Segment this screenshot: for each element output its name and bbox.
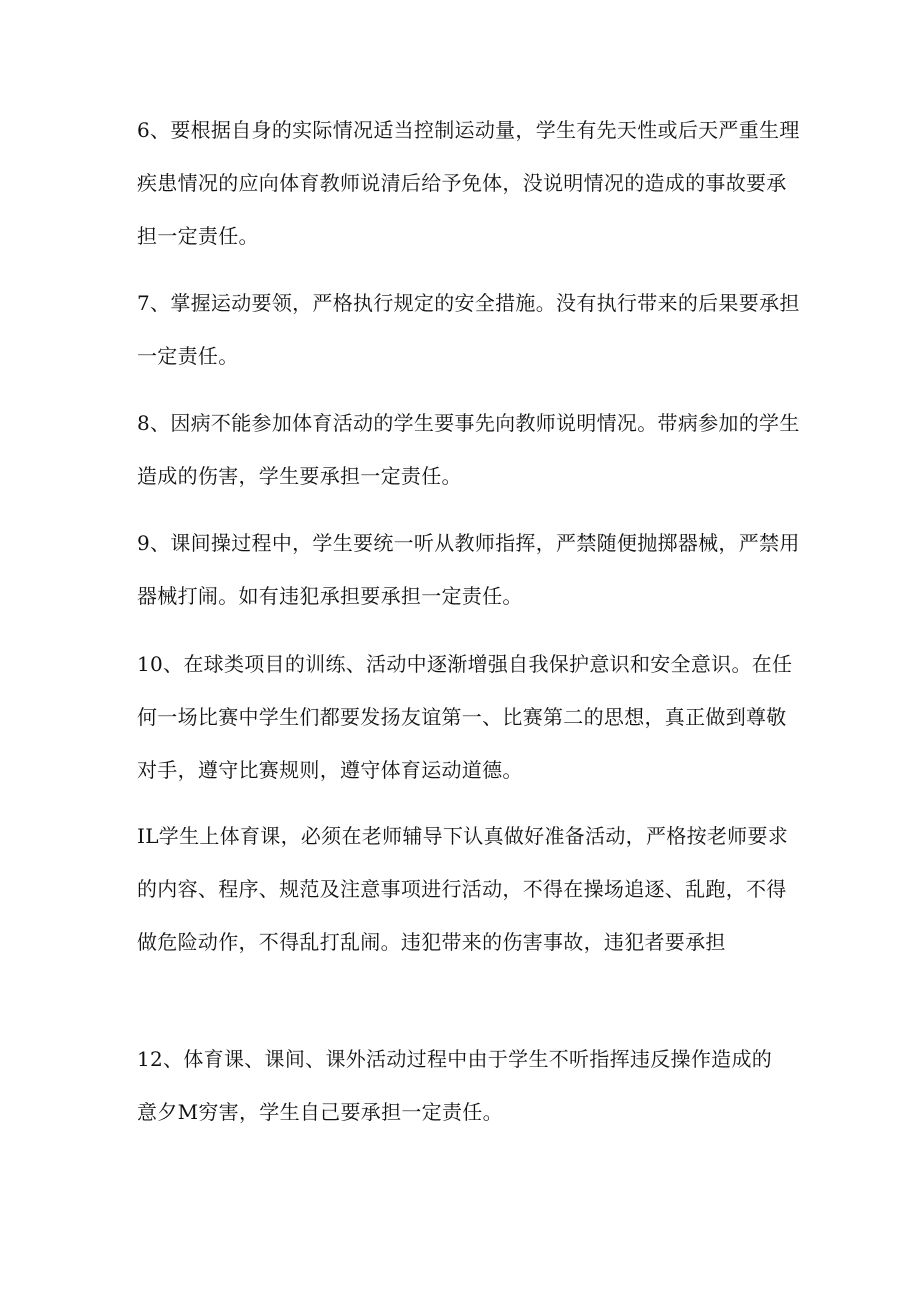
- paragraph-line: 10、在球类项目的训练、活动中逐渐增强自我保护意识和安全意识。在任: [137, 652, 793, 676]
- paragraph-rule-11: [137, 810, 797, 969]
- paragraph-line: 意夕M穷害，学生自己要承担一定责任。: [137, 1100, 503, 1124]
- paragraph-rule-12: [137, 1033, 797, 1139]
- paragraph-line: 的内容、程序、规范及注意事项进行活动，不得在操场追逐、乱跑，不得: [137, 877, 787, 901]
- paragraph-line: 9、课间操过程中，学生要统一听从教师指挥，严禁随便抛掷器械，严禁用: [137, 531, 800, 555]
- paragraph-line: 做危险动作，不得乱打乱闹。违犯带来的伤害事故，违犯者要承担: [137, 930, 726, 954]
- paragraph-line: 器械打闹。如有违犯承担要承担一定责任。: [137, 584, 523, 608]
- paragraph-line: 6、要根据自身的实际情况适当控制运动量，学生有先天性或后天严重生理: [137, 118, 800, 142]
- paragraph-line: 12、体育课、课间、课外活动过程中由于学生不听指挥违反操作造成的: [137, 1047, 773, 1071]
- paragraph-rule-6: [137, 104, 800, 263]
- paragraph-line: 疾患情况的应向体育教师说清后给予免体，没说明情况的造成的事故要承: [137, 171, 787, 195]
- paragraph-line: IL学生上体育课，必须在老师辅导下认真做好准备活动，严格按老师要求: [137, 824, 789, 848]
- paragraph-rule-9: [137, 517, 800, 623]
- paragraph-rule-8: [137, 397, 800, 503]
- paragraph-line: 造成的伤害，学生要承担一定责任。: [137, 464, 462, 488]
- paragraph-line: 8、因病不能参加体育活动的学生要事先向教师说明情况。带病参加的学生: [137, 411, 800, 435]
- paragraph-line: 7、掌握运动要领，严格执行规定的安全措施。没有执行带来的后果要承担: [137, 291, 800, 315]
- paragraph-rule-10: [137, 638, 797, 797]
- paragraph-line: 担一定责任。: [137, 224, 259, 248]
- paragraph-line: 对手，遵守比赛规则，遵守体育运动道德。: [137, 758, 523, 782]
- paragraph-rule-7: [137, 277, 800, 383]
- paragraph-line: 一定责任。: [137, 344, 239, 368]
- paragraph-line: 何一场比赛中学生们都要发扬友谊第一、比赛第二的思想，真正做到尊敬: [137, 705, 787, 729]
